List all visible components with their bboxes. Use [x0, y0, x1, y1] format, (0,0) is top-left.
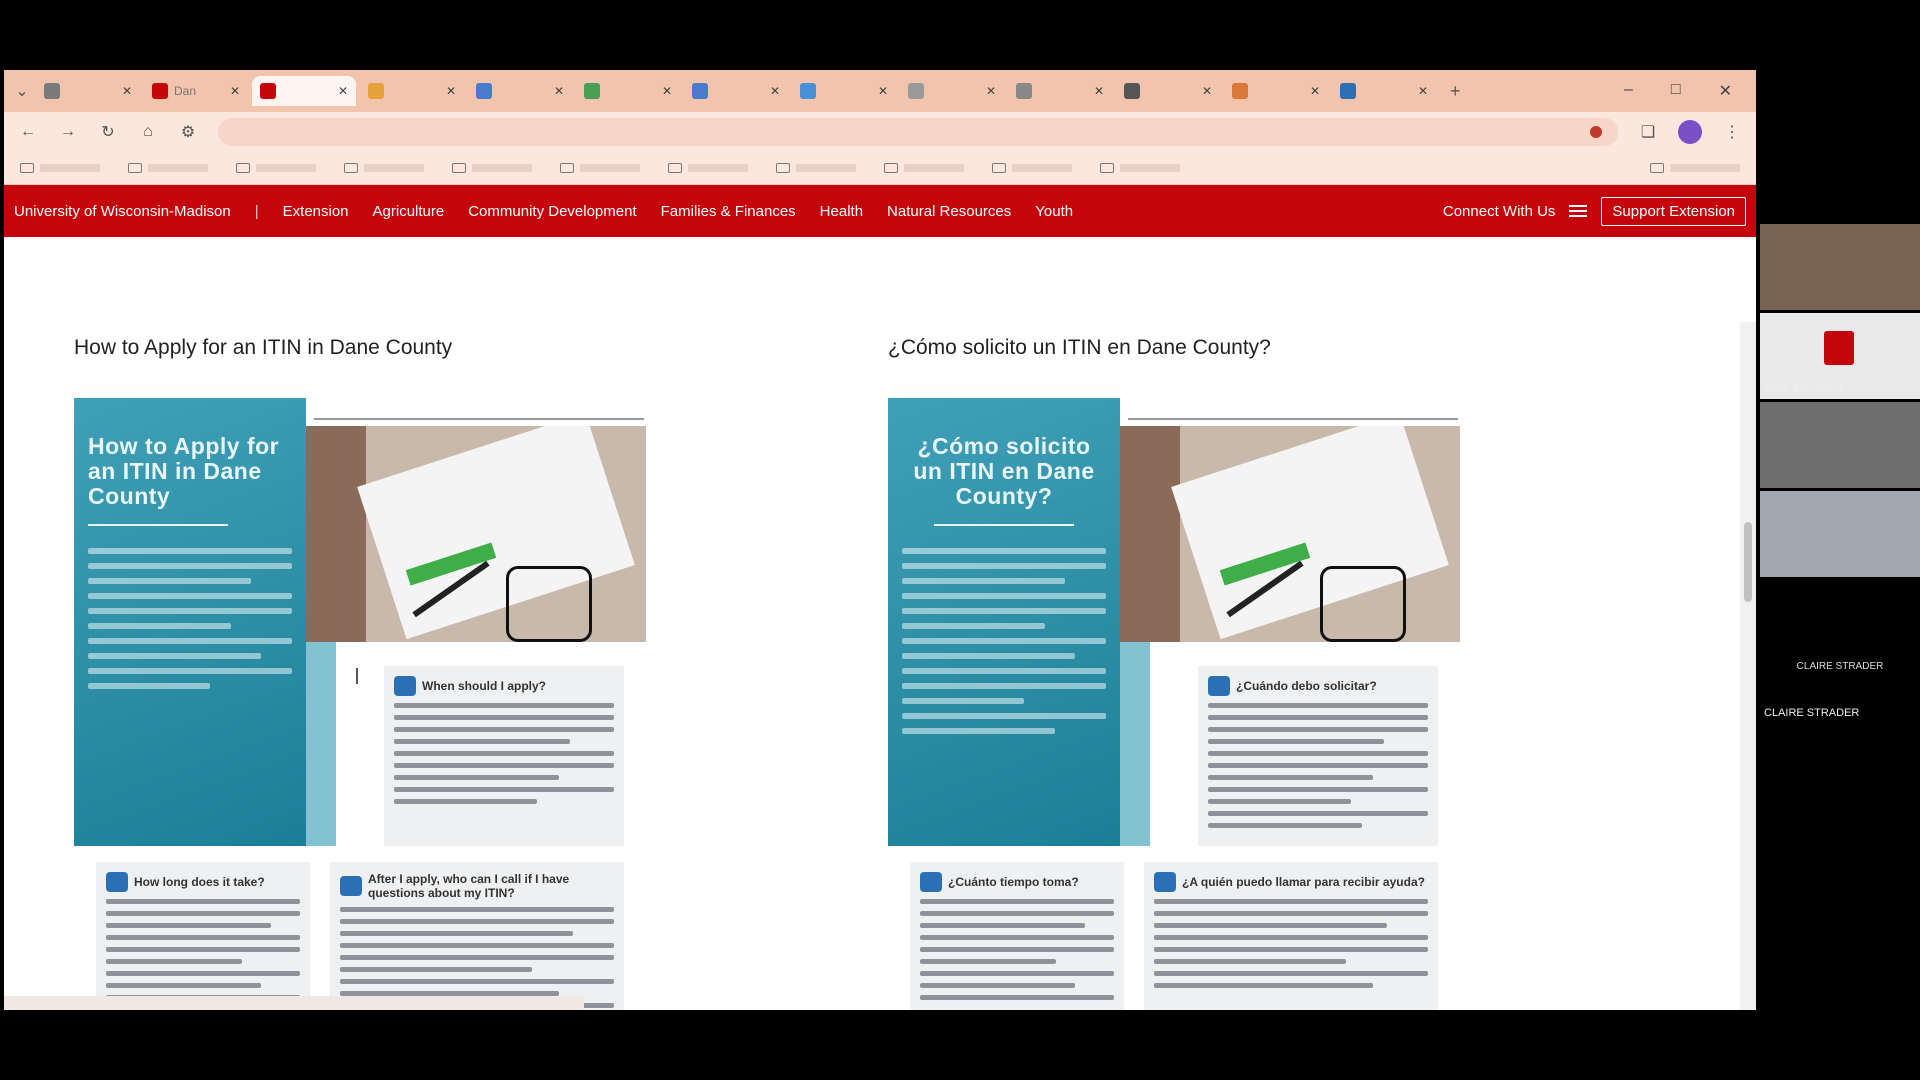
browser-tab[interactable]	[252, 76, 356, 106]
poster-title-rule	[934, 524, 1074, 526]
close-window-button[interactable]: ✕	[1718, 83, 1732, 100]
tab-favicon-icon	[692, 83, 708, 99]
scrollbar-thumb[interactable]	[1744, 522, 1752, 602]
card-who-to-call	[1144, 862, 1438, 1010]
gear-clock-icon	[920, 872, 942, 892]
tab-favicon-icon	[368, 83, 384, 99]
poster-header-line	[314, 418, 644, 420]
calendar-icon	[1208, 676, 1230, 696]
poster-title: How to Apply for an ITIN in Dane County	[88, 433, 280, 509]
all-bookmarks-button[interactable]	[1650, 163, 1740, 173]
bookmark-label	[148, 164, 208, 172]
heading-spanish: ¿Cómo solicito un ITIN en Dane County?	[888, 336, 1271, 359]
meeting-participant-gallery	[1760, 224, 1920, 844]
bookmark-label	[472, 164, 532, 172]
folder-icon	[884, 163, 898, 173]
tab-close-icon[interactable]: ✕	[1201, 84, 1212, 98]
tab-close-icon[interactable]: ✕	[985, 84, 996, 98]
maximize-button[interactable]: □	[1670, 81, 1681, 98]
card-when-apply	[384, 666, 624, 846]
folder-icon	[452, 163, 466, 173]
tab-favicon-icon	[44, 83, 60, 99]
browser-window	[4, 70, 1756, 1010]
nav-link[interactable]: Youth	[1035, 202, 1074, 220]
tab-favicon-icon	[260, 83, 276, 99]
poster-accent-strip	[1120, 642, 1150, 846]
minimize-button[interactable]: –	[1624, 81, 1633, 98]
participant-tile[interactable]	[1760, 491, 1920, 577]
tab-favicon-icon	[476, 83, 492, 99]
tab-close-icon[interactable]: ✕	[1093, 84, 1104, 98]
poster-intro-text	[88, 548, 292, 689]
page-content	[4, 322, 1740, 1010]
tab-favicon-icon	[1016, 83, 1032, 99]
card-title: ¿Cuánto tiempo toma?	[948, 875, 1079, 889]
participant-name: Dane Extension	[1764, 383, 1842, 395]
bookmark-item[interactable]	[236, 163, 316, 173]
tab-close-icon[interactable]: ✕	[1309, 84, 1320, 98]
poster-photo	[1120, 426, 1460, 642]
poster-header-line	[1128, 418, 1458, 420]
gear-clock-icon	[106, 872, 128, 892]
participant-display-name: CLAIRE STRADER	[1796, 661, 1884, 672]
profile-avatar[interactable]	[1678, 120, 1702, 144]
card-title: When should I apply?	[422, 679, 546, 693]
folder-icon	[668, 163, 682, 173]
tab-bar	[4, 70, 1756, 112]
tab-close-icon[interactable]: ✕	[337, 84, 348, 98]
card-title: How long does it take?	[134, 875, 265, 889]
nav-link[interactable]: Health	[819, 202, 864, 220]
participant-tile[interactable]	[1760, 726, 1920, 796]
tab-favicon-icon	[800, 83, 816, 99]
card-title: ¿Cuándo debo solicitar?	[1236, 679, 1377, 693]
nav-link[interactable]: Families & Finances	[660, 202, 796, 220]
tab-close-icon[interactable]: ✕	[877, 84, 888, 98]
card-how-long	[910, 862, 1124, 1010]
nav-link[interactable]: Community Development	[468, 202, 637, 220]
mouse-cursor-icon	[356, 668, 368, 684]
participant-tile[interactable]	[1760, 580, 1920, 650]
status-bar	[4, 996, 584, 1010]
folder-icon	[20, 163, 34, 173]
browser-tab[interactable]	[1224, 76, 1328, 106]
tab-favicon-icon	[1232, 83, 1248, 99]
participant-tile[interactable]	[1760, 224, 1920, 310]
poster-spanish[interactable]	[888, 398, 1468, 1010]
folder-icon	[992, 163, 1006, 173]
calendar-icon	[394, 676, 416, 696]
recording-indicator-icon	[1590, 126, 1602, 138]
bookmark-item[interactable]	[344, 163, 424, 173]
tab-close-icon[interactable]: ✕	[769, 84, 780, 98]
person-icon	[340, 876, 362, 896]
forward-arrow-icon[interactable]: →	[60, 123, 76, 140]
bookmark-label	[688, 164, 748, 172]
all-bookmarks-label	[1670, 164, 1740, 172]
card-when-apply	[1198, 666, 1438, 846]
folder-icon	[1650, 163, 1664, 173]
tab-close-icon[interactable]: ✕	[661, 84, 672, 98]
poster-title-rule	[88, 524, 228, 526]
browser-tab[interactable]	[36, 76, 140, 106]
browser-tab[interactable]	[1008, 76, 1112, 106]
browser-tab[interactable]	[360, 76, 464, 106]
participant-tile[interactable]	[1760, 653, 1920, 723]
person-icon	[1154, 872, 1176, 892]
site-navigation	[4, 185, 1756, 237]
site-settings-icon[interactable]: ⚙	[180, 124, 196, 141]
poster-title-panel	[888, 398, 1120, 846]
bookmark-label	[796, 164, 856, 172]
browser-tab[interactable]	[900, 76, 1004, 106]
address-bar-row	[4, 112, 1756, 152]
card-title: ¿A quién puedo llamar para recibir ayuda?	[1182, 875, 1425, 889]
brand-link[interactable]: University of Wisconsin-Madison	[14, 202, 231, 220]
poster-intro-text	[902, 548, 1106, 734]
heading-english: How to Apply for an ITIN in Dane County	[74, 336, 453, 359]
browser-tab[interactable]	[792, 76, 896, 106]
nav-link[interactable]: Extension	[282, 202, 349, 220]
bookmark-label	[364, 164, 424, 172]
browser-menu-icon[interactable]: ⋮	[1724, 124, 1740, 141]
tab-close-icon[interactable]: ✕	[1417, 84, 1428, 98]
tab-close-icon[interactable]: ✕	[121, 84, 132, 98]
bookmark-item[interactable]	[668, 163, 748, 173]
participant-tile[interactable]	[1760, 313, 1920, 399]
bookmark-label	[256, 164, 316, 172]
brand-separator: |	[254, 202, 259, 220]
card-who-to-call	[330, 862, 624, 1010]
tab-search-chevron-icon[interactable]: ⌄	[15, 83, 29, 100]
new-tab-button[interactable]: +	[1450, 80, 1461, 101]
tab-favicon-icon	[1124, 83, 1140, 99]
poster-title: ¿Cómo solicito un ITIN en Dane County?	[913, 433, 1095, 509]
page-scrollbar[interactable]	[1740, 322, 1756, 1010]
bookmark-label	[904, 164, 964, 172]
tab-close-icon[interactable]: ✕	[229, 84, 240, 98]
bookmark-item[interactable]	[128, 163, 208, 173]
uw-crest-logo	[1824, 331, 1854, 365]
bookmark-item[interactable]	[560, 163, 640, 173]
tab-label: Dan	[174, 84, 197, 98]
folder-icon	[776, 163, 790, 173]
browser-tab[interactable]	[1332, 76, 1436, 106]
poster-english[interactable]	[74, 398, 654, 1010]
home-icon[interactable]: ⌂	[143, 123, 153, 140]
card-title: After I apply, who can I call if I have questions about my ITIN?	[368, 872, 570, 900]
support-extension-button[interactable]: Support Extension	[1601, 197, 1746, 226]
bookmarks-bar	[4, 152, 1756, 185]
tab-favicon-icon	[908, 83, 924, 99]
browser-tab[interactable]	[684, 76, 788, 106]
bookmark-item[interactable]	[20, 163, 100, 173]
participant-tile[interactable]	[1760, 402, 1920, 488]
tab-close-icon[interactable]: ✕	[445, 84, 456, 98]
nav-link[interactable]: Natural Resources	[887, 202, 1012, 220]
bookmark-item[interactable]	[452, 163, 532, 173]
bookmark-item[interactable]	[884, 163, 964, 173]
tab-close-icon[interactable]: ✕	[553, 84, 564, 98]
folder-icon	[560, 163, 574, 173]
connect-with-us-link[interactable]: Connect With Us	[1442, 202, 1556, 220]
tab-favicon-icon	[152, 83, 168, 99]
bookmark-item[interactable]	[1100, 163, 1180, 173]
bookmark-label	[1120, 164, 1180, 172]
tab-favicon-icon	[584, 83, 600, 99]
bookmark-item[interactable]	[992, 163, 1072, 173]
participant-name: CLAIRE STRADER	[1764, 707, 1860, 719]
folder-icon	[236, 163, 250, 173]
nav-link[interactable]: Agriculture	[372, 202, 445, 220]
bookmark-item[interactable]	[776, 163, 856, 173]
url-input[interactable]	[218, 118, 1618, 146]
poster-photo	[306, 426, 646, 642]
tab-favicon-icon	[1340, 83, 1356, 99]
poster-title-panel	[74, 398, 306, 846]
bookmark-label	[580, 164, 640, 172]
browser-tab[interactable]	[468, 76, 572, 106]
browser-tab[interactable]	[144, 76, 248, 106]
folder-icon	[1100, 163, 1114, 173]
bookmark-label	[1012, 164, 1072, 172]
reload-icon[interactable]: ↻	[101, 124, 115, 141]
extensions-icon[interactable]: ❏	[1640, 124, 1656, 141]
browser-tab[interactable]	[576, 76, 680, 106]
menu-hamburger-icon[interactable]	[1569, 205, 1587, 217]
bookmark-label	[40, 164, 100, 172]
folder-icon	[344, 163, 358, 173]
back-arrow-icon[interactable]: ←	[20, 123, 36, 140]
card-how-long	[96, 862, 310, 1010]
browser-tab[interactable]	[1116, 76, 1220, 106]
poster-accent-strip	[306, 642, 336, 846]
folder-icon	[128, 163, 142, 173]
